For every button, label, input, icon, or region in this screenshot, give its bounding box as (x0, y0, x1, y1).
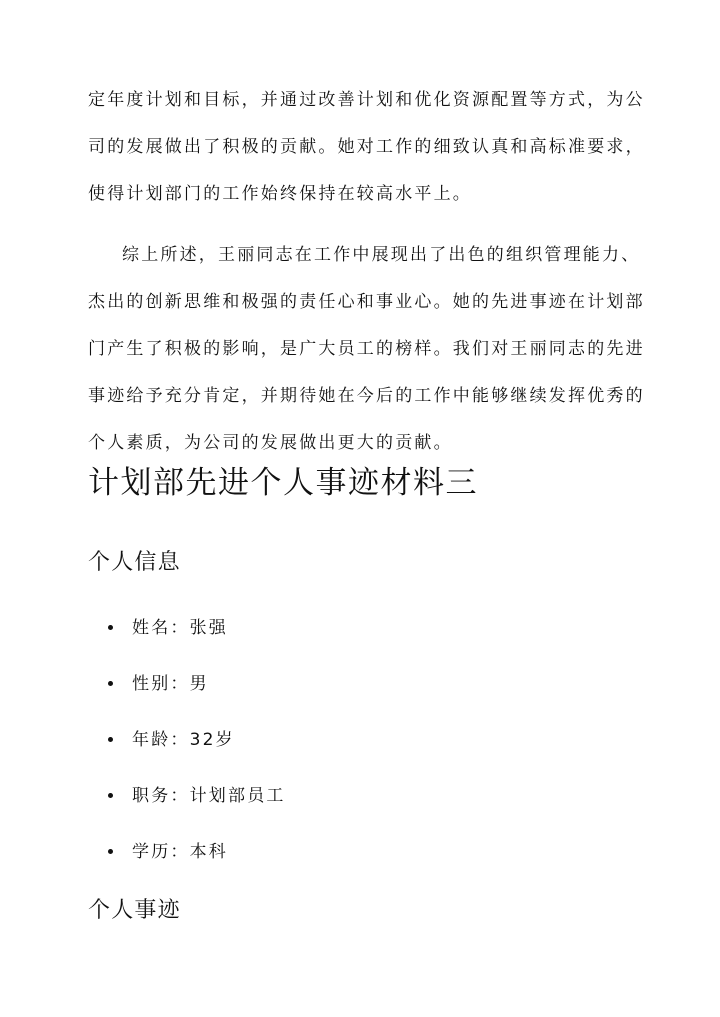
personal-info-list (88, 611, 286, 891)
list-item (88, 779, 286, 835)
list-item-text: 职务：计划部员工 (132, 786, 286, 806)
list-item (88, 723, 286, 779)
text-line: 事迹给予充分肯定，并期待她在今后的工作中能够继续发挥优秀的 (88, 386, 645, 406)
list-item (88, 611, 286, 667)
bullet-icon (108, 681, 113, 686)
list-item-text: 学历：本科 (132, 842, 228, 862)
text-line: 定年度计划和目标，并通过改善计划和优化资源配置等方式，为公 (88, 90, 645, 110)
personal-info-heading: 个人信息 (88, 550, 181, 575)
bullet-icon (108, 793, 113, 798)
section-title: 计划部先进个人事迹材料三 (88, 465, 478, 501)
list-item (88, 667, 286, 723)
text-line: 综上所述，王丽同志在工作中展现出了出色的组织管理能力、 (122, 245, 641, 265)
text-line: 杰出的创新思维和极强的责任心和事业心。她的先进事迹在计划部 (88, 292, 645, 312)
text-line: 个人素质，为公司的发展做出更大的贡献。 (88, 433, 453, 453)
bullet-icon (108, 849, 113, 854)
bullet-icon (108, 737, 113, 742)
text-line: 门产生了积极的影响，是广大员工的榜样。我们对王丽同志的先进 (88, 339, 645, 359)
text-line: 使得计划部门的工作始终保持在较高水平上。 (88, 184, 472, 204)
text-line: 司的发展做出了积极的贡献。她对工作的细致认真和高标准要求， (88, 137, 645, 157)
paragraph-continued (88, 77, 645, 218)
bullet-icon (108, 625, 113, 630)
list-item (88, 835, 286, 891)
list-item-text: 年龄：32岁 (132, 730, 235, 750)
personal-deeds-heading: 个人事迹 (88, 898, 181, 923)
list-item-text: 姓名：张强 (132, 618, 228, 638)
paragraph-summary (88, 232, 645, 467)
list-item-text: 性别：男 (132, 674, 209, 694)
